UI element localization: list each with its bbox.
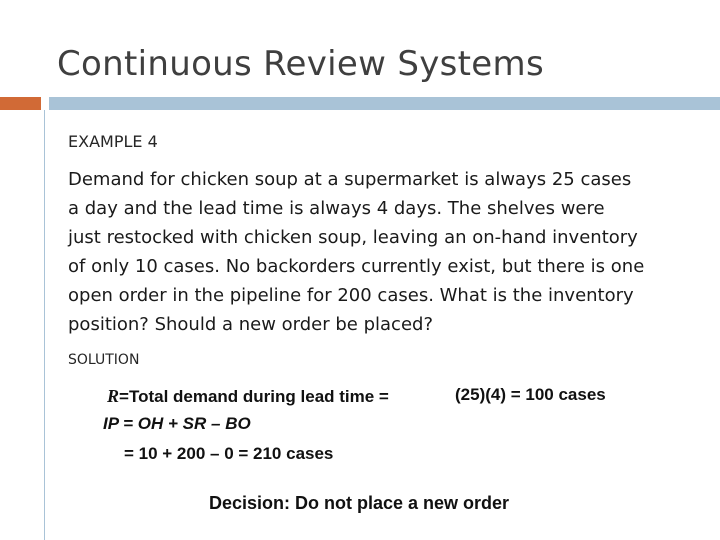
paragraph-line: position? Should a new order be placed? — [68, 314, 434, 335]
r-result: (25)(4) = 100 cases — [455, 385, 606, 404]
paragraph-line: of only 10 cases. No backorders currently exist, but there is one — [68, 256, 645, 277]
left-vertical-rule — [44, 110, 45, 540]
r-definition: =Total demand during lead time = — [119, 387, 389, 406]
decision-text: Decision: Do not place a new order — [209, 493, 510, 513]
example-heading: EXAMPLE 4 — [68, 132, 158, 151]
paragraph-line: just restocked with chicken soup, leaving an on-hand inventory — [68, 227, 638, 248]
solution-heading: SOLUTION — [68, 352, 140, 368]
paragraph-line: open order in the pipeline for 200 cases. What is the inventory — [68, 285, 634, 306]
reorder-point-line — [107, 386, 389, 407]
ip-result: = 10 + 200 – 0 = 210 cases — [124, 444, 334, 463]
title-accent-bar-orange — [0, 97, 41, 110]
slide-title: Continuous Review Systems — [57, 44, 544, 84]
r-symbol: R — [107, 386, 120, 406]
problem-paragraph — [68, 165, 708, 339]
title-accent-bar-blue — [49, 97, 720, 110]
ip-formula: IP = OH + SR – BO — [103, 414, 251, 433]
paragraph-line: a day and the lead time is always 4 days. The shelves were — [68, 198, 605, 219]
paragraph-line: Demand for chicken soup at a supermarket is always 25 cases — [68, 169, 632, 190]
